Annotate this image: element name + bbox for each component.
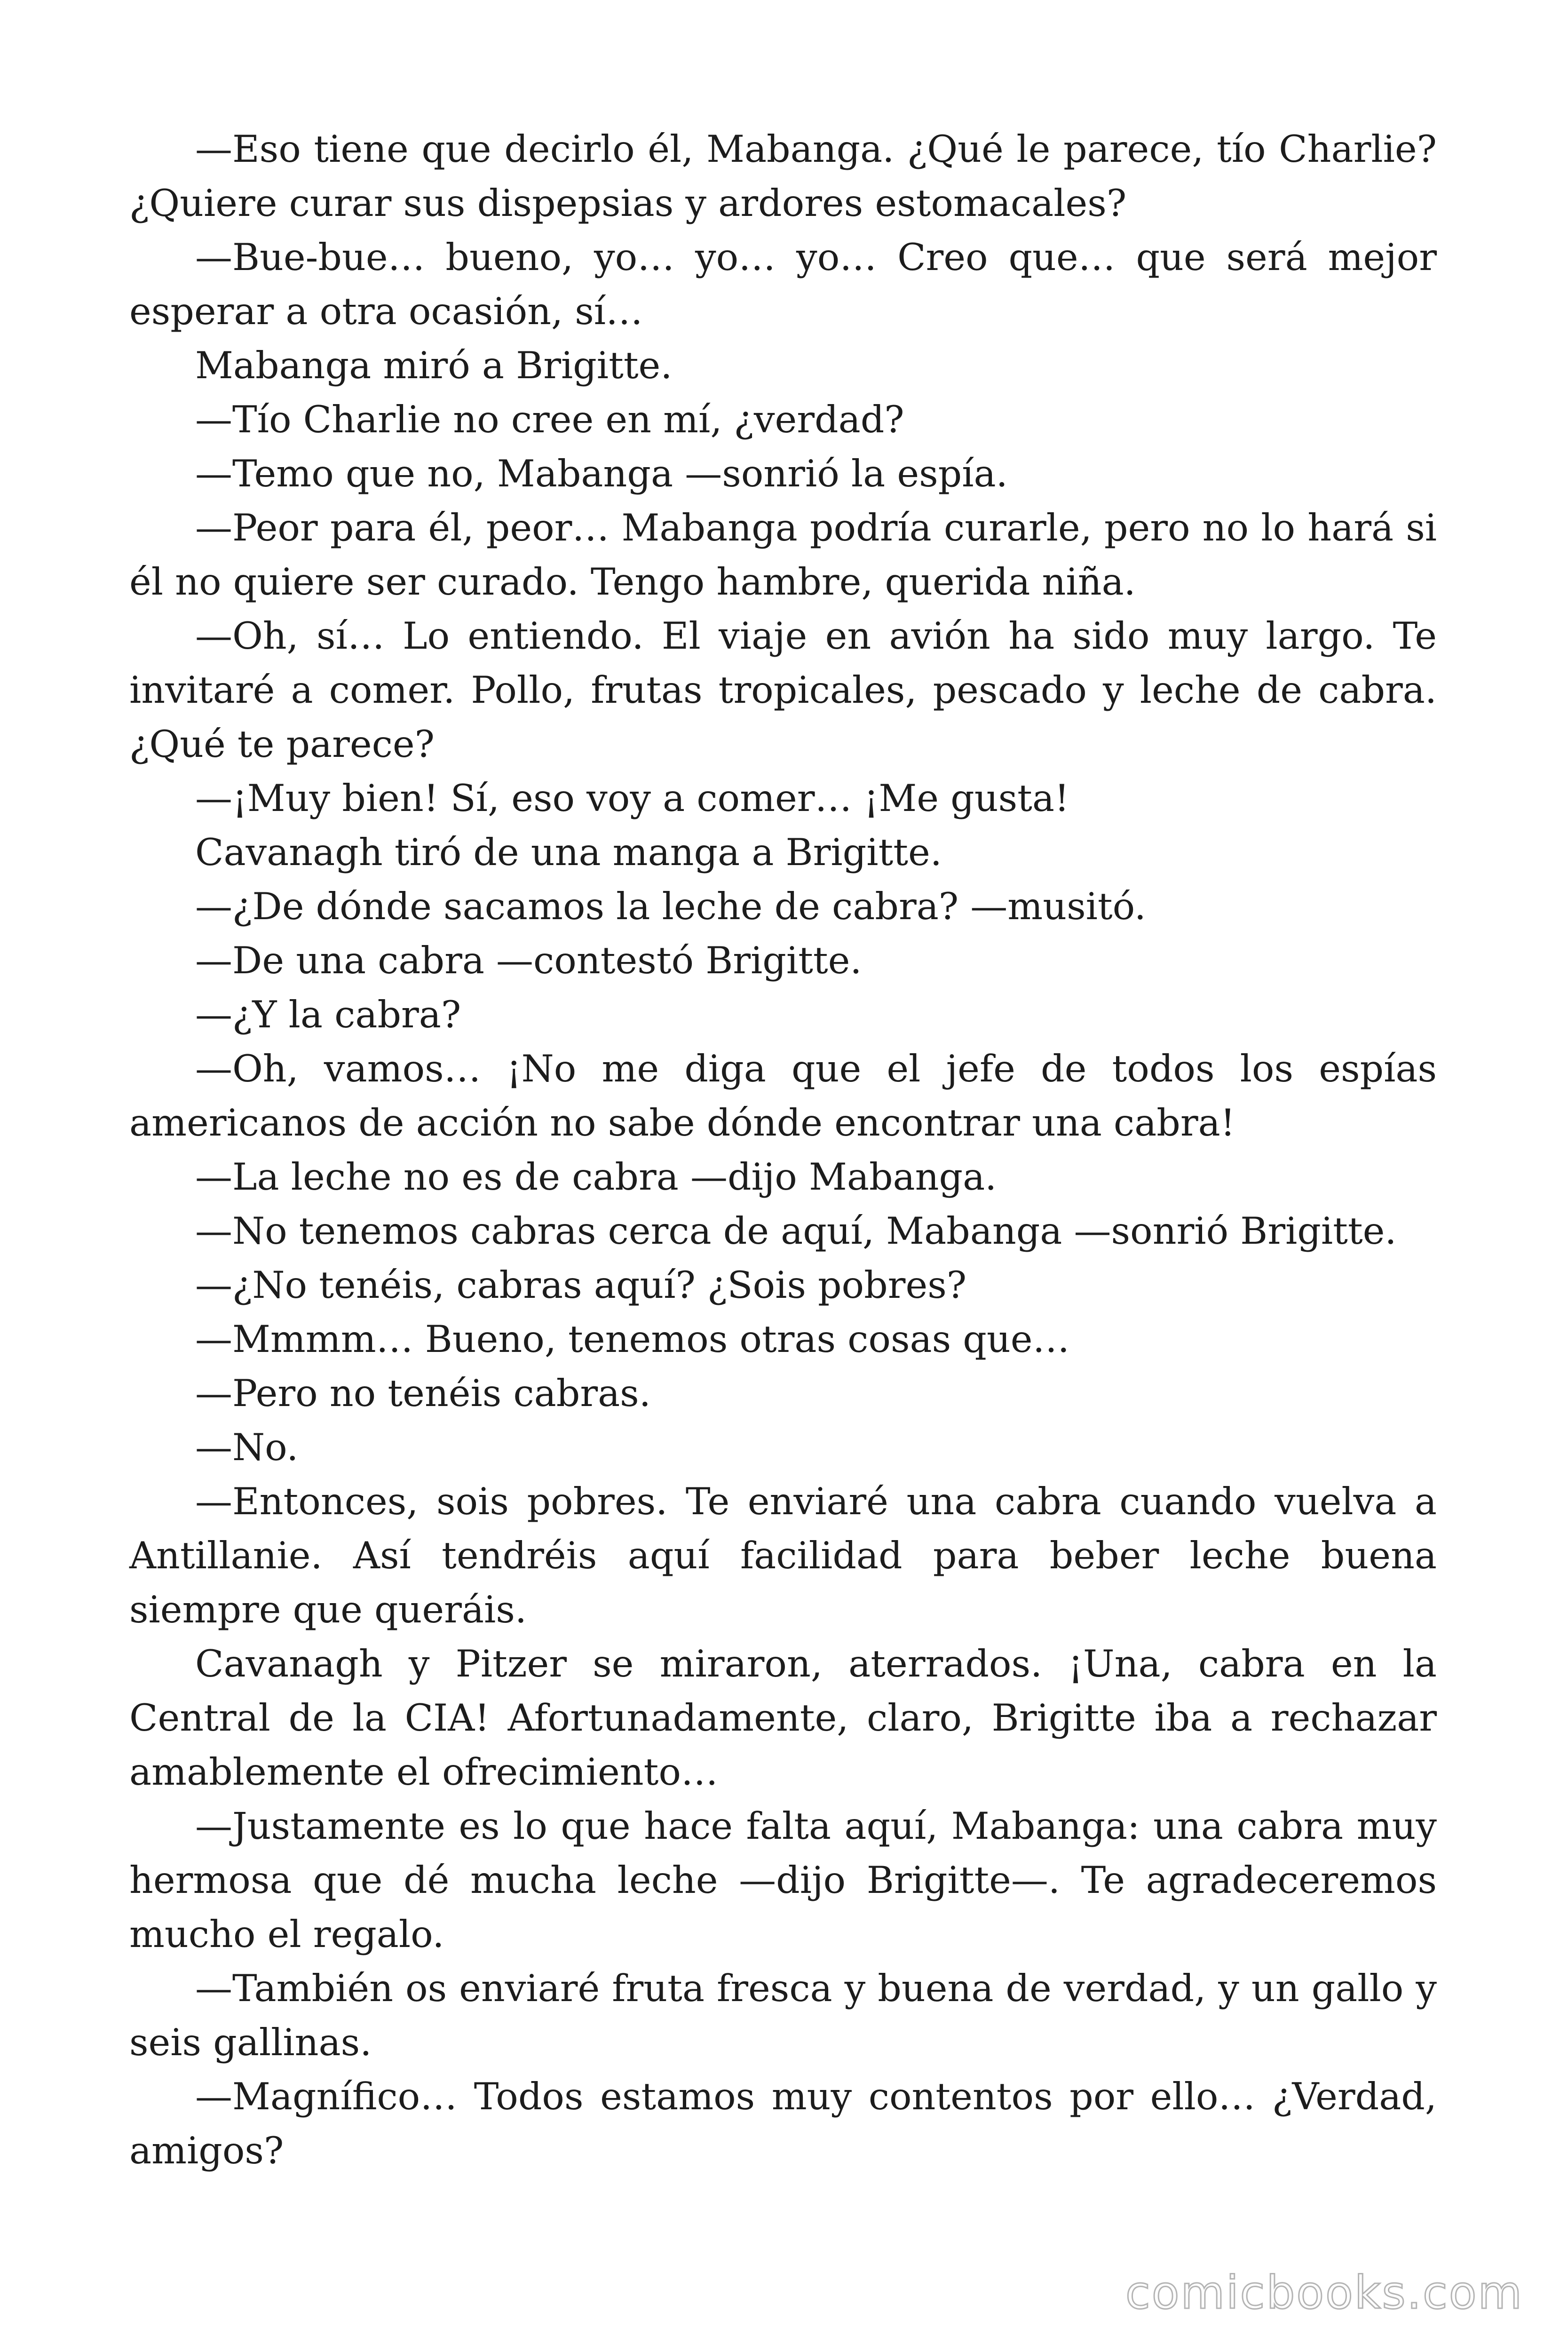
paragraph: —Pero no tenéis cabras. — [195, 1372, 651, 1415]
paragraph: —No. — [195, 1426, 299, 1469]
paragraph: —Tío Charlie no cree en mí, ¿verdad? — [195, 398, 904, 441]
paragraph: Cavanagh tiró de una manga a Brigitte. — [195, 831, 942, 874]
paragraph: —Mmmm… Bueno, tenemos otras cosas que… — [195, 1318, 1070, 1361]
paragraph: —La leche no es de cabra —dijo Mabanga. — [195, 1155, 997, 1199]
paragraph: —Oh, vamos… ¡No me diga que el jefe de todos los espías americanos de acción no sabe dónde encontrar una cabra! — [129, 1047, 1437, 1144]
paragraph: —Oh, sí… Lo entiendo. El viaje en avión ha sido muy largo. Te invitaré a comer. Pollo, frutas tropicales, pescado y leche de cabra. ¿Qué te parece? — [129, 614, 1437, 766]
paragraph: Cavanagh y Pitzer se miraron, aterrados. ¡Una, cabra en la Central de la CIA! Afortunadamente, claro, Brigitte iba a rechazar amablemente el ofrecimiento… — [129, 1642, 1437, 1794]
paragraph: —¿De dónde sacamos la leche de cabra? —musitó. — [195, 885, 1146, 928]
paragraph: —Eso tiene que decirlo él, Mabanga. ¿Qué le parece, tío Charlie? ¿Quiere curar sus dispepsias y ardores estomacales? — [129, 127, 1437, 225]
paragraph: —También os enviaré fruta fresca y buena de verdad, y un gallo y seis gallinas. — [129, 1967, 1437, 2064]
paragraph: —Entonces, sois pobres. Te enviaré una cabra cuando vuelva a Antillanie. Así tendréis aquí facilidad para beber leche buena siempre que queráis. — [129, 1480, 1437, 1631]
paragraph: —No tenemos cabras cerca de aquí, Mabanga —sonrió Brigitte. — [195, 1209, 1397, 1253]
paragraph: —Temo que no, Mabanga —sonrió la espía. — [195, 452, 1008, 495]
watermark: comicbooks.com — [1125, 2266, 1523, 2319]
paragraph: —Magnífico… Todos estamos muy contentos por ello… ¿Verdad, amigos? — [129, 2075, 1437, 2172]
paragraph: —¿No tenéis, cabras aquí? ¿Sois pobres? — [195, 1263, 967, 1307]
paragraph: Mabanga miró a Brigitte. — [195, 344, 673, 387]
paragraph: —De una cabra —contestó Brigitte. — [195, 939, 862, 982]
paragraph: —¡Muy bien! Sí, eso voy a comer… ¡Me gusta! — [195, 777, 1069, 820]
paragraph: —Justamente es lo que hace falta aquí, Mabanga: una cabra muy hermosa que dé mucha leche —dijo Brigitte—. Te agradeceremos mucho el regalo. — [129, 1804, 1437, 1956]
paragraph: —Peor para él, peor… Mabanga podría curarle, pero no lo hará si él no quiere ser curado. Tengo hambre, querida niña. — [129, 506, 1437, 604]
book-page-text — [129, 122, 1437, 2178]
paragraph: —¿Y la cabra? — [195, 993, 461, 1036]
paragraph: —Bue-bue… bueno, yo… yo… yo… Creo que… que será mejor esperar a otra ocasión, sí… — [129, 236, 1437, 333]
